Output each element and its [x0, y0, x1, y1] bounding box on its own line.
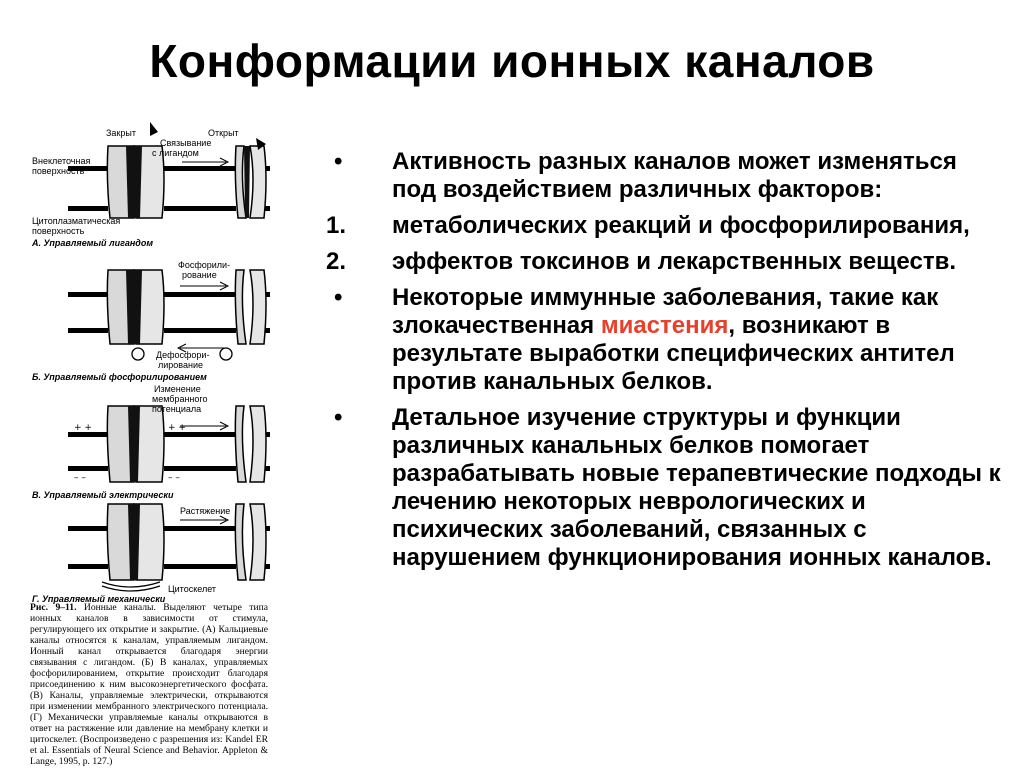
bullet-marker: •	[334, 284, 343, 311]
number-marker: 2.	[326, 248, 347, 275]
list-item: 1. метаболических реакций и фосфорилирования,	[326, 212, 970, 239]
caption-head: Рис. 9–11.	[30, 602, 77, 613]
figure-caption	[30, 602, 268, 767]
panel-c-label: В. Управляемый электрически	[32, 490, 174, 500]
list-item: 2. эффектов токсинов и лекарственных веществ.	[326, 248, 956, 275]
phosphorylation-channel-drawing	[30, 252, 270, 370]
bullet-marker: •	[334, 404, 343, 431]
panel-ligand-gated: Закрыт Открыт Связывание с лигандом Внеклеточная поверхность Цитоплазматическая поверхность А. Управляемый лигандом	[30, 118, 270, 236]
ion-channel-figure	[30, 118, 270, 766]
svg-text:+ +: + +	[168, 423, 186, 433]
panel-a-label: А. Управляемый лигандом	[32, 238, 153, 248]
svg-text:+ +: + +	[74, 423, 92, 433]
panel-b-label: Б. Управляемый фосфорилированием	[32, 372, 207, 382]
list-item: • Некоторые иммунные заболевания, такие как злокачественная миастения, возникают в результате выработки специфических антител против канальных белков.	[334, 284, 955, 395]
bullet-marker: •	[334, 148, 343, 175]
mechanical-channel-drawing	[30, 498, 270, 598]
caption-body: Ионные каналы. Выделяют четыре типа ионных каналов в зависимости от стимула, регулирующего их открытие и закрытие. (А) Кальциевые каналы относятся к каналам, управляемым лигандом. Ионный канал открывается благодаря энергии связывания с лигандом. (Б) В каналах, управляемых фосфорилированием, открытие происходит благодаря присоединению к ним высокоэнергетического фосфата. (В) Каналы, управляемые электрически, открываются при изменении мембранного электрического потенциала. (Г) Механически управляемые каналы открываются в ответ на растяжение или давление на мембрану клетки и цитоскелет. (Воспроизведено с разрешения из: Kandel ER et al. Essentials of Neural Science and Behavior. Appleton & Lange, 1995, p. 127.)	[30, 602, 268, 767]
voltage-channel-drawing	[30, 382, 270, 500]
panel-voltage-gated: + + + + – – – – Изменение мембранного потенциала В. Управляемый электрически	[30, 382, 270, 500]
panel-phosphorylation-gated: Фосфорили- рование Дефосфори- лирование Б. Управляемый фосфорилированием	[30, 252, 270, 370]
svg-text:– –: – –	[74, 473, 86, 483]
slide-title: Конформации ионных каналов	[149, 35, 875, 87]
number-marker: 1.	[326, 212, 347, 239]
panel-mechanically-gated: Растяжение Цитоскелет Г. Управляемый механически	[30, 498, 270, 616]
list-item: • Активность разных каналов может изменяться под воздействием различных факторов:	[334, 148, 957, 203]
svg-text:– –: – –	[168, 473, 180, 483]
highlighted-term: миастения	[600, 312, 729, 339]
panel-d-label: Г. Управляемый механически	[32, 594, 166, 604]
list-item: • Детальное изучение структуры и функции различных канальных белков помогает разрабатывать новые терапевтические подходы к лечению некоторых неврологических и психических заболеваний, связанных с нарушением функционирования ионных каналов.	[334, 404, 1001, 571]
content-list	[326, 148, 1006, 580]
